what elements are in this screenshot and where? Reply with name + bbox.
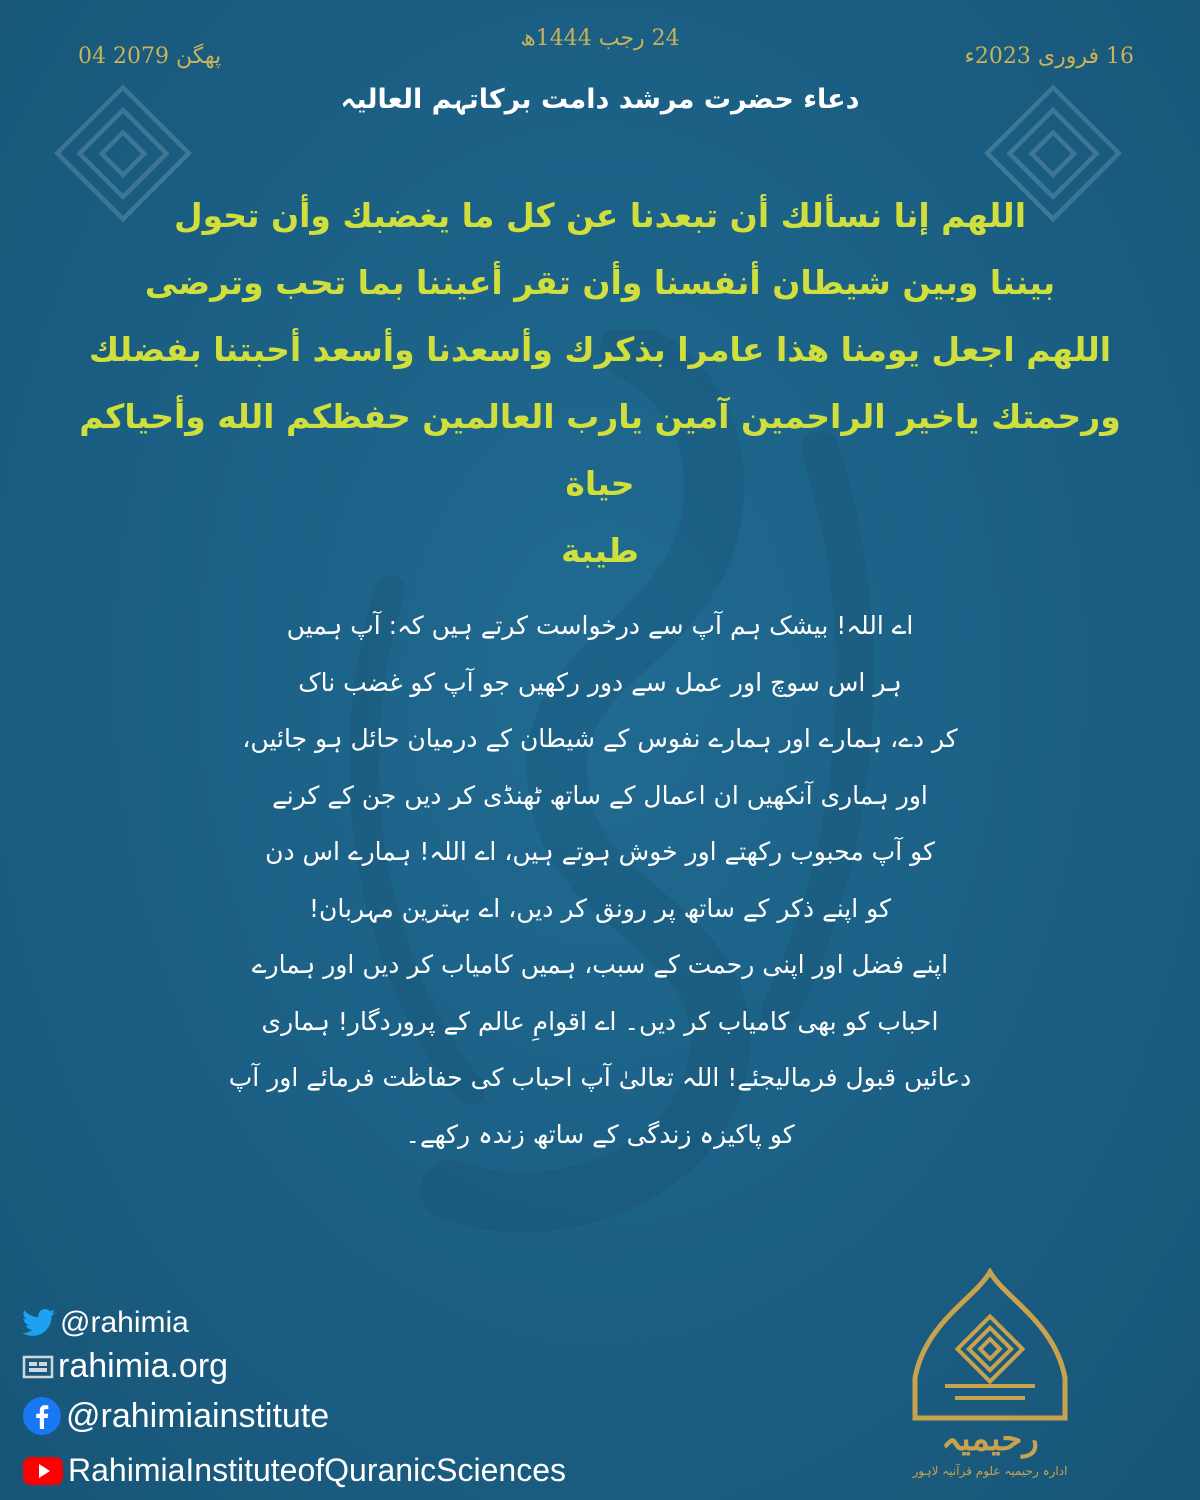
arabic-line: طيبة — [560, 531, 640, 570]
twitter-link[interactable] — [22, 1306, 189, 1340]
gregorian-date: 16 فروری 2023ء — [964, 44, 1134, 69]
bikrami-date: 04 پھگن 2079 — [78, 44, 222, 69]
facebook-icon — [22, 1396, 62, 1436]
urdu-line: کو اپنے ذکر کے ساتھ پر رونق کر دیں، اے بہترین مہربان! — [309, 893, 891, 923]
arabic-line: اللهم اجعل يومنا هذا عامرا بذكرك وأسعدنا وأسعد أحبتنا بفضلك — [88, 330, 1112, 369]
website-url: rahimia.org — [58, 1347, 229, 1385]
urdu-line: دعائیں قبول فرمالیجئے! اللہ تعالیٰ آپ احباب کی حفاظت فرمائے اور آپ — [228, 1063, 972, 1092]
urdu-translation — [180, 598, 1020, 1163]
youtube-channel: RahimiaInstituteofQuranicSciences — [68, 1452, 567, 1488]
twitter-icon — [22, 1309, 56, 1337]
rahimia-logo — [905, 1268, 1075, 1486]
facebook-link[interactable] — [22, 1396, 329, 1436]
facebook-handle: @rahimiainstitute — [66, 1396, 330, 1435]
twitter-handle: @rahimia — [60, 1306, 189, 1339]
arabic-line: اللهم إنا نسألك أن تبعدنا عن كل ما يغضبك وأن تحول — [173, 196, 1027, 235]
urdu-line: کو پاکیزہ زندگی کے ساتھ زندہ رکھے۔ — [405, 1119, 795, 1149]
website-link[interactable] — [22, 1347, 228, 1386]
page-title: دعاء حضرت مرشد دامت برکاتہم العالیہ — [340, 84, 860, 115]
arabic-line: ورحمتك ياخير الراحمين آمين يارب العالمين حفظكم الله وأحياكم حياة — [79, 397, 1121, 503]
urdu-line: ہر اس سوچ اور عمل سے دور رکھیں جو آپ کو غضب ناک — [298, 667, 902, 697]
youtube-icon — [22, 1456, 64, 1486]
urdu-line: کر دے، ہمارے اور ہمارے نفوس کے شیطان کے درمیان حائل ہو جائیں، — [242, 724, 958, 753]
website-icon — [22, 1354, 54, 1380]
arabic-dua — [70, 182, 1130, 584]
logo-name: رحیمیہ — [941, 1419, 1039, 1459]
urdu-line: اپنے فضل اور اپنی رحمت کے سبب، ہمیں کامیاب کر دیں اور ہمارے — [251, 950, 949, 979]
logo-subtitle: ادارہ رحیمیہ علوم قرآنیہ لاہور — [912, 1464, 1068, 1478]
arabic-line: بيننا وبين شيطان أنفسنا وأن تقر أعيننا بما تحب وترضى — [144, 263, 1056, 302]
hijri-date: 24 رجب 1444ھ — [520, 26, 680, 51]
urdu-line: کو آپ محبوب رکھتے اور خوش ہوتے ہیں، اے اللہ! ہمارے اس دن — [265, 837, 935, 866]
urdu-line: احباب کو بھی کامیاب کر دیں۔ اے اقوامِ عالم کے پروردگار! ہماری — [261, 1006, 939, 1036]
youtube-link[interactable] — [22, 1452, 566, 1489]
urdu-line: اور ہماری آنکھیں ان اعمال کے ساتھ ٹھنڈی کر دیں جن کے کرنے — [272, 780, 928, 810]
urdu-line: اے اللہ! بیشک ہم آپ سے درخواست کرتے ہیں کہ: آپ ہمیں — [286, 611, 914, 640]
